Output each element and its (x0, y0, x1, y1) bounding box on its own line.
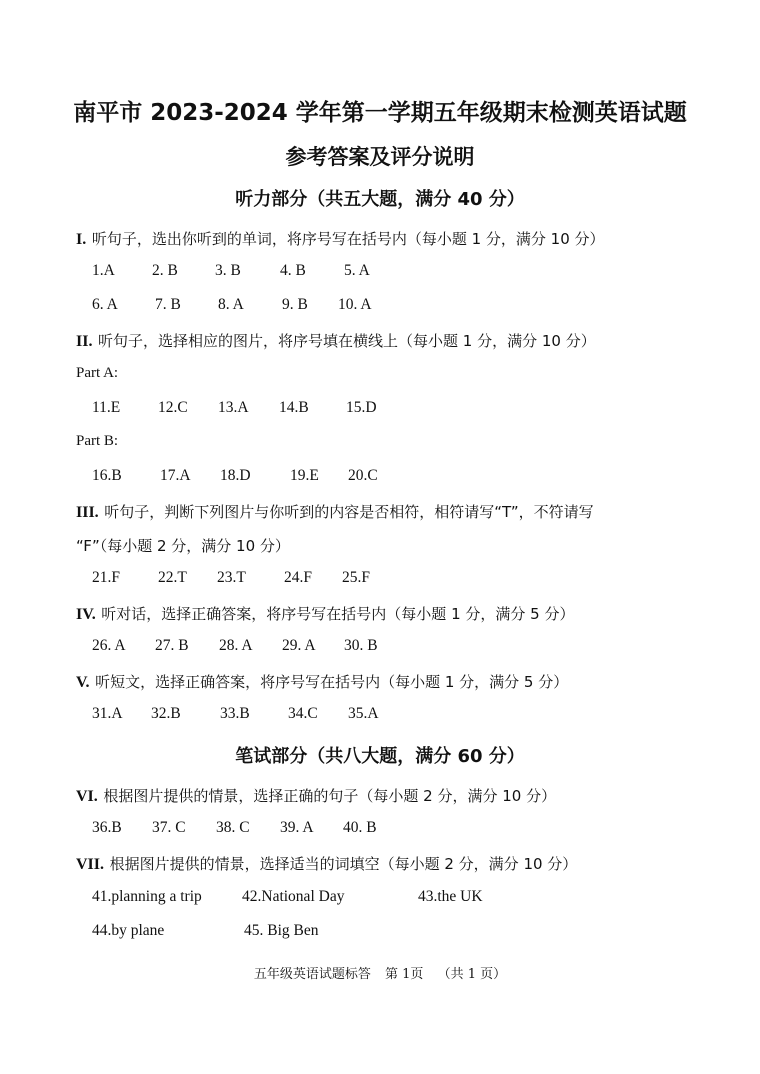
question-5-heading (76, 671, 568, 692)
question-instruction: 根据图片提供的情景，选择正确的句子（每小题 2 分，满分 10 分） (103, 787, 557, 805)
question-6-heading (76, 785, 556, 806)
answer: 1.A (92, 262, 115, 279)
answer: 14.B (279, 399, 309, 416)
answer: 8. A (218, 296, 244, 313)
answer: 45. Big Ben (244, 922, 319, 939)
answer: 32.B (151, 705, 181, 722)
document-subtitle: 参考答案及评分说明 (285, 145, 475, 169)
footer-doc-name: 五年级英语试题标答 (253, 967, 371, 982)
answer: 38. C (216, 819, 250, 836)
question-instruction: 听句子，选择相应的图片，将序号填在横线上（每小题 1 分，满分 10 分） (98, 332, 596, 350)
question-instruction: 听句子，判断下列图片与你听到的内容是否相符，相符请写“T”，不符请写 (104, 503, 594, 521)
answer: 11.E (92, 399, 121, 416)
page-footer (0, 963, 760, 982)
question-4-heading (76, 603, 574, 624)
question-1-heading (76, 228, 605, 249)
answer: 31.A (92, 705, 123, 722)
answer: 26. A (92, 637, 126, 654)
question-7-heading (76, 853, 577, 874)
answer: 2. B (152, 262, 178, 279)
part-a-label: Part A: (76, 365, 119, 381)
answer: 36.B (92, 819, 122, 836)
question-2-heading (76, 330, 596, 351)
answer: 5. A (344, 262, 370, 279)
answer: 17.A (160, 467, 191, 484)
answer: 16.B (92, 467, 122, 484)
answer: 43.the UK (418, 888, 483, 905)
answer: 4. B (280, 262, 306, 279)
answer: 24.F (284, 569, 312, 586)
question-number: I. (76, 231, 87, 248)
answer: 28. A (219, 637, 253, 654)
answer: 42.National Day (242, 888, 345, 905)
question-number: VII. (76, 856, 105, 873)
answer: 9. B (282, 296, 308, 313)
document-title: 南平市 2023-2024 学年第一学期五年级期末检测英语试题 (73, 100, 687, 126)
question-instruction: “F”（每小题 2 分，满分 10 分） (76, 537, 290, 555)
answer: 30. B (344, 637, 378, 654)
answer: 23.T (217, 569, 246, 586)
question-number: II. (76, 333, 93, 350)
part-b-label: Part B: (76, 433, 119, 449)
footer-page-total: （共 1 页） (437, 967, 507, 982)
answer: 20.C (348, 467, 378, 484)
answer: 37. C (152, 819, 186, 836)
answer: 19.E (290, 467, 319, 484)
answer: 41.planning a trip (92, 888, 202, 905)
answer: 12.C (158, 399, 188, 416)
answer: 22.T (158, 569, 187, 586)
question-3-heading (76, 501, 594, 522)
question-number: III. (76, 504, 99, 521)
question-3-heading-continued (76, 535, 290, 556)
answer: 33.B (220, 705, 250, 722)
question-number: IV. (76, 606, 96, 623)
answer: 40. B (343, 819, 377, 836)
answer: 44.by plane (92, 922, 165, 939)
answer: 35.A (348, 705, 379, 722)
answer: 27. B (155, 637, 189, 654)
answer: 18.D (220, 467, 251, 484)
answer: 6. A (92, 296, 118, 313)
answer: 10. A (338, 296, 372, 313)
answer: 25.F (342, 569, 370, 586)
answer: 34.C (288, 705, 318, 722)
answer: 15.D (346, 399, 377, 416)
question-instruction: 听对话，选择正确答案，将序号写在括号内（每小题 1 分，满分 5 分） (101, 605, 575, 623)
section-header-listening: 听力部分（共五大题，满分 40 分） (235, 189, 525, 210)
question-number: V. (76, 674, 90, 691)
question-instruction: 听句子，选出你听到的单词，将序号写在括号内（每小题 1 分，满分 10 分） (91, 230, 605, 248)
answer: 21.F (92, 569, 120, 586)
answer: 29. A (282, 637, 316, 654)
answer: 7. B (155, 296, 181, 313)
section-header-writing: 笔试部分（共八大题，满分 60 分） (235, 746, 525, 767)
question-number: VI. (76, 788, 98, 805)
answer: 39. A (280, 819, 314, 836)
footer-page-number: 第 1页 (385, 967, 424, 982)
question-instruction: 根据图片提供的情景，选择适当的词填空（每小题 2 分，满分 10 分） (109, 855, 578, 873)
answer: 13.A (218, 399, 249, 416)
question-instruction: 听短文，选择正确答案，将序号写在括号内（每小题 1 分，满分 5 分） (95, 673, 569, 691)
answer: 3. B (215, 262, 241, 279)
